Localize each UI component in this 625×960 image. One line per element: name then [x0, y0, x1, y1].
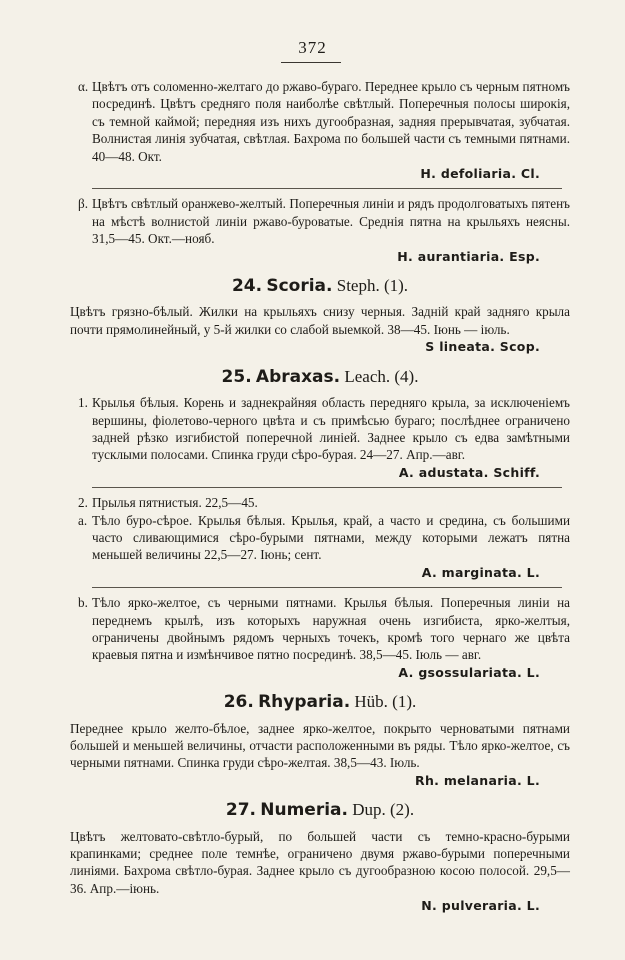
key-entry-a: [70, 512, 570, 582]
genus-heading-25: [70, 368, 570, 386]
header-rule: [281, 62, 341, 63]
key-text: Тѣло ярко-желтое, съ черными пятнами. Крылья бѣлыя. Поперечныя линіи на переднемъ крылѣ, изъ которыхъ наружная очень изгибиста, ярко-желтыя, ограничены двойнымъ рядомъ черныхъ точекъ, кромѣ того чернаго же цвѣта краевыя пятна и измѣнчивое пятно посрединѣ. 38,5—45. Іюль — авг.: [92, 595, 570, 663]
key-label: a.: [78, 512, 88, 528]
genus-24-description: [70, 303, 570, 355]
genus-name: Abraxas.: [255, 366, 341, 387]
genus-author: Leach. (4).: [344, 366, 419, 386]
key-label: α.: [78, 79, 89, 94]
species-name: A. marginata. L.: [421, 564, 540, 580]
genus-number: 24.: [231, 276, 263, 297]
page-number: 372: [298, 38, 327, 57]
divider: [92, 487, 562, 488]
species-name: A. gsossulariata. L.: [398, 664, 540, 680]
genus-number: 27.: [225, 800, 257, 821]
species-name: H. aurantiaria. Esp.: [397, 248, 540, 264]
key-label: b.: [78, 595, 88, 611]
page-body: [70, 78, 570, 915]
key-label: 1.: [78, 395, 88, 411]
key-entry-1: [70, 394, 570, 481]
key-entry-b: [70, 594, 570, 681]
genus-author: Hüb. (1).: [354, 692, 417, 712]
key-entry-beta: [70, 195, 570, 265]
key-entry-alpha: [70, 78, 570, 182]
genus-number: 25.: [221, 366, 252, 387]
description-text: Переднее крыло желто-бѣлое, заднее ярко-желтое, покрыто черноватыми пятнами большей и меньшей величины, отчасти расположенными въ ряды. Тѣло ярко-желтое, съ черными пятнами. Спинка груди сѣро-желтая. 38,5—43. Іюль.: [70, 720, 570, 771]
key-text: Прылья пятнистыя. 22,5—45.: [92, 495, 258, 511]
species-name: N. pulveraria. L.: [421, 898, 540, 914]
divider: [92, 188, 562, 189]
key-text: Тѣло буро-сѣрое. Крылья бѣлыя. Крылья, край, а часто и средина, съ большими часто сливающимися сѣро-бурыми пятнами, между которыми лежатъ пятна меньшей величины 22,5—27. Іюнь; сент.: [92, 512, 570, 563]
genus-heading-27: [70, 801, 570, 819]
genus-heading-24: [70, 277, 570, 295]
species-name: Rh. melanaria. L.: [415, 772, 540, 788]
key-label: β.: [78, 196, 89, 212]
divider: [92, 587, 562, 588]
genus-number: 26.: [223, 692, 254, 713]
species-name: S lineata. Scop.: [425, 339, 540, 355]
species-name: A. adustata. Schiff.: [398, 464, 540, 480]
genus-author: Dup. (2).: [352, 800, 415, 820]
genus-name: Scoria.: [266, 276, 333, 297]
key-text: Крылья бѣлыя. Корень и заднекрайняя область передняго крыла, за исключеніемъ вершины, фіолетово-черного цвѣта и съ примѣсью бураго; послѣднее ограничено задней рѣзко изгибистой поперечной линіей. Заднее крыло съ едва замѣтными тусклыми полосами. Спинка груди сѣро-бурая. 24—27. Апр.—авг.: [92, 395, 570, 463]
species-name: H. defoliaria. Cl.: [420, 166, 540, 182]
key-text: Цвѣтъ отъ соломенно-желтаго до ржаво-бураго. Переднее крыло съ черным пятномъ посрединѣ. Цвѣтъ средняго поля наиболѣе свѣтлый. Поперечныя полосы широкія, съ темной каймой; передняя изъ нихъ дугообразная, задняя прерывчатая, зубчатая. Волнистая линія зубчатая, свѣтлая. Бахрома по большей части съ темными пятнами. 40—48. Окт.: [92, 79, 570, 164]
genus-heading-26: [70, 693, 570, 711]
genus-name: Numeria.: [260, 800, 348, 821]
genus-27-description: [70, 828, 570, 915]
key-entry-2: [70, 494, 570, 511]
description-text: Цвѣтъ грязно-бѣлый. Жилки на крыльяхъ снизу черныя. Задній край задняго крыла почти прямолинейный, у 5-й жилки со слабой выемкой. 38—45. Іюнь — іюль.: [70, 304, 570, 337]
key-text: Цвѣтъ свѣтлый оранжево-желтый. Поперечныя линіи и рядъ продолговатыхъ пятенъ на мѣстѣ волнистой линіи ржаво-буроватые. Среднія пятна на крыльяхъ неясны. 31,5—45. Окт.—нояб.: [92, 196, 570, 247]
description-text: Цвѣтъ желтовато-свѣтло-бурый, по большей части съ темно-красно-бурыми крапинками; среднее поле темнѣе, ограничено двумя ржаво-бурыми поперечными линіями. Бахрома свѣтло-бурая. Заднее крыло съ дугообразною косою полосой. 29,5—36. Апр.—іюнь.: [70, 828, 570, 896]
genus-name: Rhyparia.: [258, 692, 351, 713]
genus-26-description: [70, 720, 570, 790]
genus-author: Steph. (1).: [336, 276, 409, 296]
key-label: 2.: [78, 495, 88, 511]
